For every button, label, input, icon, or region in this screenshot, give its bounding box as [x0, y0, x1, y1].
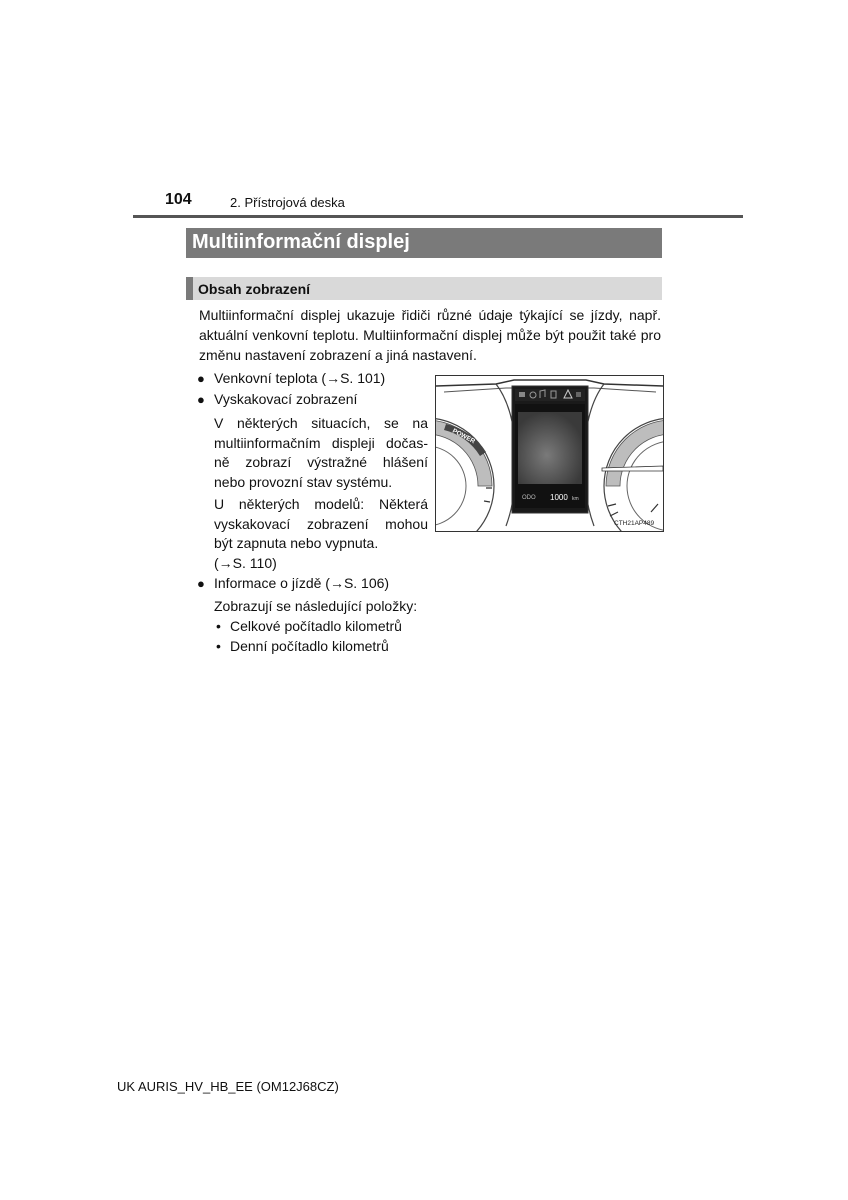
instrument-cluster-figure	[435, 375, 664, 532]
bullet-dot: ●	[197, 392, 205, 407]
odo-value: 1000	[550, 493, 568, 502]
footer-model-code: UK AURIS_HV_HB_EE (OM12J68CZ)	[117, 1079, 339, 1094]
section-heading: Obsah zobrazení	[198, 281, 311, 297]
models-note-line: (→S. 110)	[214, 554, 277, 571]
instrument-cluster-illustration	[436, 376, 663, 531]
power-gauge-ticks	[484, 488, 492, 502]
speed-gauge-ticks	[608, 504, 658, 516]
title-bar	[186, 228, 662, 258]
bullet-text: Vyskakovací zobrazení	[214, 391, 358, 407]
bullet-drive-information	[197, 574, 389, 593]
power-label: POWER	[451, 427, 477, 446]
sub-bullet-dot: •	[216, 638, 221, 654]
bullet-dot: ●	[197, 576, 205, 591]
popup-note-line: nebo provozní stav systému.	[214, 473, 393, 490]
info-item-text: Denní počítadlo kilometrů	[230, 638, 389, 654]
popup-note-line: multiinformačním displeji dočas-	[214, 434, 428, 451]
figure-code: CTH21AP489	[614, 520, 655, 527]
page-title: Multiinformační displej	[192, 231, 410, 253]
models-note-line: U některých modelů: Některá	[214, 496, 428, 512]
display-gradient	[518, 412, 582, 484]
power-gauge-inner	[436, 446, 466, 526]
cluster-hood-line	[436, 380, 663, 386]
bullet-text: Informace o jízdě (→S. 106)	[214, 575, 390, 591]
page-number: 104	[165, 191, 192, 208]
intro-paragraph: Multiinformační displej ukazuje řidiči různé údaje týkající se jízdy, např. aktuální venkovní teplotu. Multiinformační displej může být použit také pro změnu nastavení zobrazení a jiná nastavení.	[199, 307, 661, 363]
info-item-text: Celkové počítadlo kilometrů	[230, 618, 402, 634]
bullet-dot: ●	[197, 371, 205, 386]
info-item-trip-meter	[216, 638, 389, 654]
odo-unit: km	[572, 496, 579, 502]
models-note-line: být zapnuta nebo vypnuta.	[214, 535, 379, 551]
section-heading-bar	[186, 277, 662, 300]
models-note-line: vyskakovací zobrazení mohou	[214, 515, 428, 532]
info-intro: Zobrazují se následující položky:	[214, 598, 418, 614]
settings-icon	[576, 392, 581, 397]
popup-note-line: ně zobrazí výstražné hlášení	[214, 454, 428, 470]
section-heading-accent	[186, 277, 193, 300]
speed-gauge-inner	[627, 441, 663, 531]
chapter-title: 2. Přístrojová deska	[230, 195, 345, 210]
display-icon-strip	[515, 389, 585, 401]
popup-note	[214, 414, 428, 492]
header-rule	[133, 215, 743, 218]
bullet-outside-temperature	[197, 369, 385, 388]
popup-note-line: V některých situacích, se na	[214, 415, 428, 431]
info-item-odometer	[216, 618, 402, 634]
odo-label: ODO	[522, 495, 536, 501]
bullet-popup-display	[197, 390, 357, 409]
bullet-text: Venkovní teplota (→S. 101)	[214, 370, 386, 386]
models-note	[214, 495, 428, 573]
sub-bullet-dot: •	[216, 618, 221, 634]
car-icon	[519, 392, 525, 397]
